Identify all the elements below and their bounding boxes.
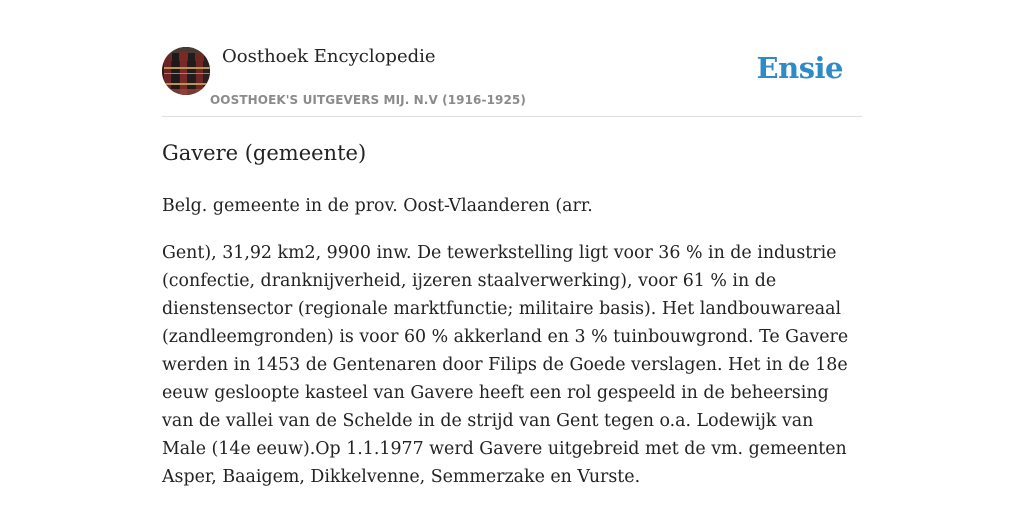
article-paragraph: Belg. gemeente in de prov. Oost-Vlaanderen (arr. [162, 196, 593, 216]
publisher-label: OOSTHOEK'S UITGEVERS MIJ. N.V (1916-1925) [210, 93, 526, 107]
source-avatar [162, 47, 210, 95]
article-title: Gavere (gemeente) [162, 141, 367, 165]
source-title[interactable]: Oosthoek Encyclopedie [222, 46, 436, 67]
source-header [162, 0, 862, 117]
ensie-logo[interactable]: Ensie [756, 51, 843, 85]
article-card [162, 0, 862, 487]
encyclopedia-books-icon [162, 47, 210, 95]
article-paragraph: Gent), 31,92 km2, 9900 inw. De tewerkstelling ligt voor 36 % in de industrie (confectie, dranknijverheid, ijzeren staalverwerking), voor 61 % in de dienstensector (regionale marktfunctie; militaire basis). Het landbouwareaal (zandleemgronden) is voor 60 % akkerland en 3 % tuinbouwgrond. Te Gavere werden in 1453 de Gentenaren door Filips de Goede verslagen. Het in de 18e eeuw gesloopte kasteel van Gavere heeft een rol gespeeld in de beheersing van de vallei van de Schelde in de strijd van Gent tegen o.a. Lodewijk van Male (14e eeuw).Op 1.1.1977 werd Gavere uitgebreid met de vm. gemeenten Asper, Baaigem, Dikkelvenne, Semmerzake en Vurste. [162, 243, 849, 487]
